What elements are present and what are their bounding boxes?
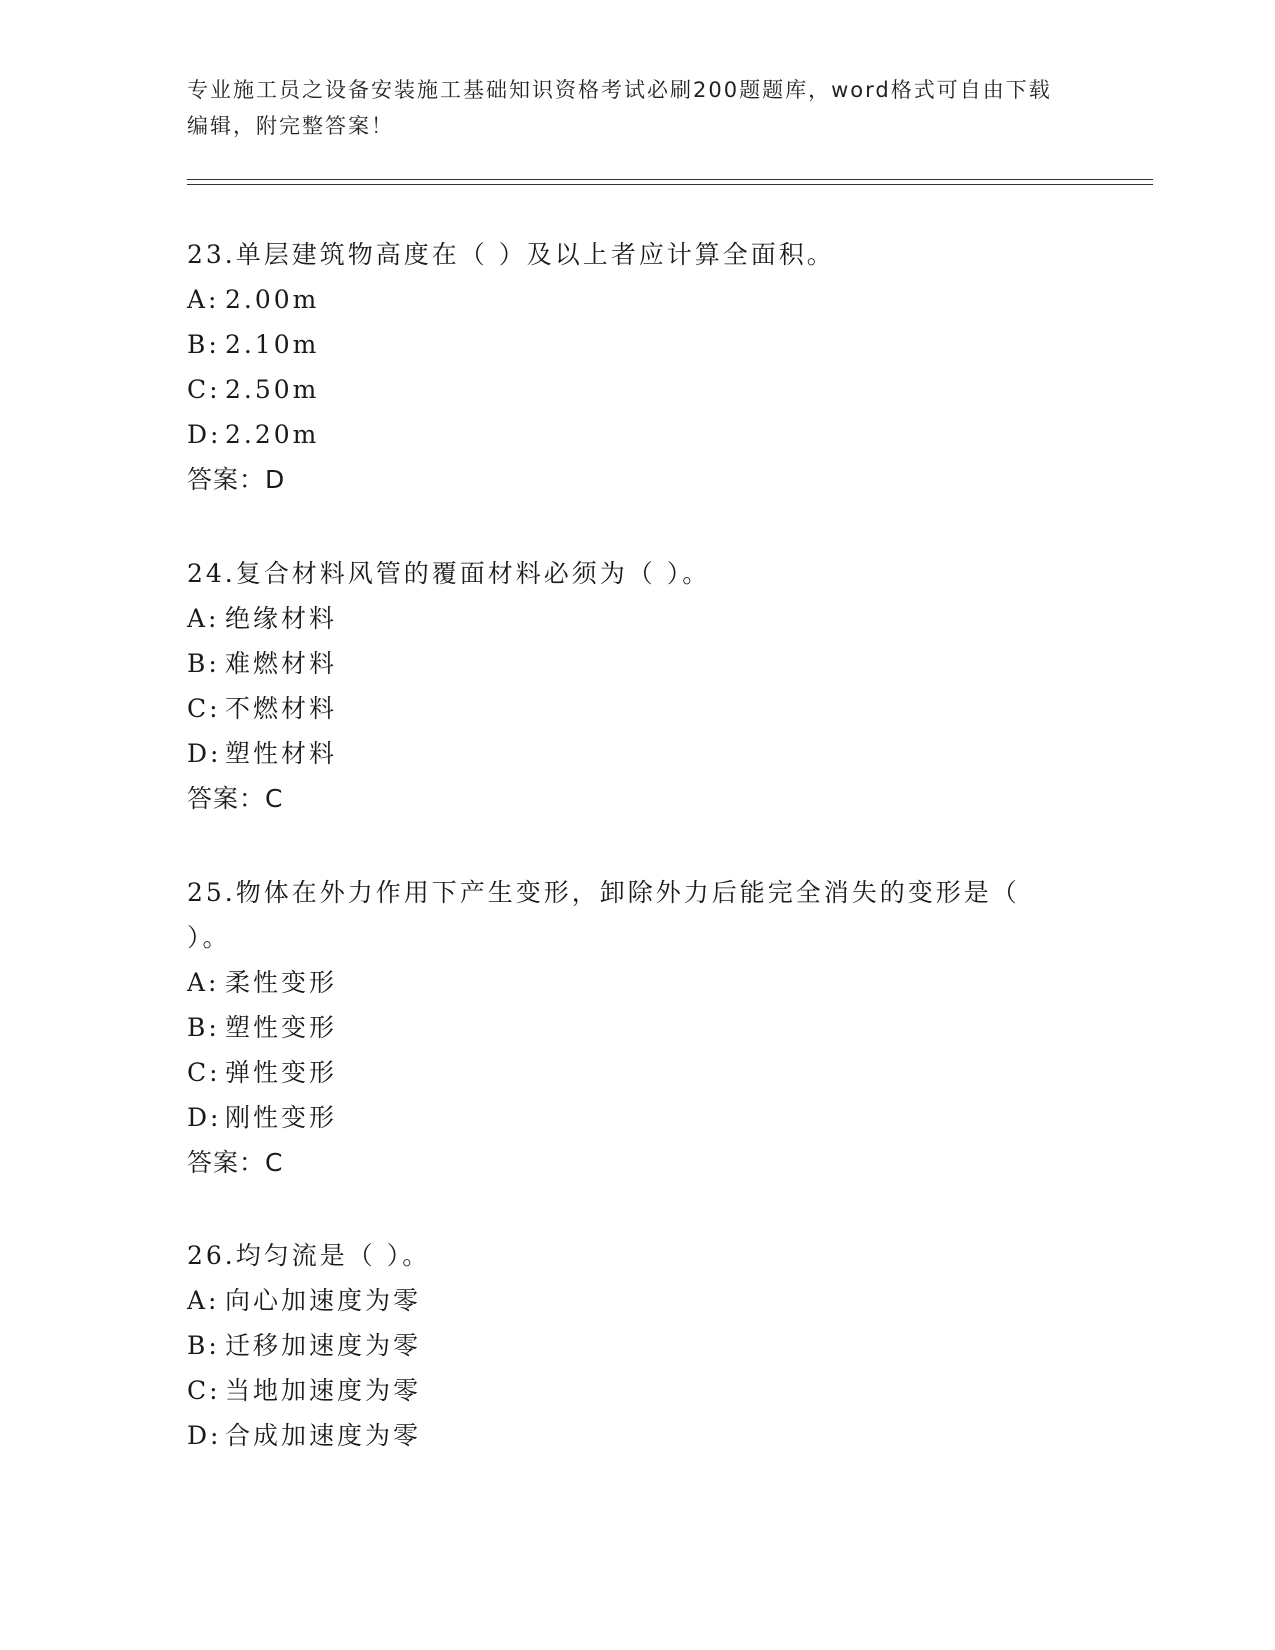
- option-text: 刚性变形: [225, 1103, 338, 1132]
- question-25: [187, 870, 1067, 1185]
- answer-line: 答案：D: [187, 465, 286, 494]
- option-text: 2.00m: [225, 285, 320, 314]
- option-letter: B:: [187, 649, 220, 678]
- option-d: [187, 1095, 1067, 1140]
- option-letter: D:: [187, 1421, 222, 1450]
- question-26: [187, 1233, 1067, 1458]
- option-text: 塑性材料: [225, 739, 338, 768]
- option-a: [187, 596, 1067, 641]
- question-stem: 26.均匀流是（ ）。: [187, 1241, 431, 1270]
- option-letter: D:: [187, 739, 222, 768]
- question-23: [187, 232, 1067, 502]
- answer-line: 答案：C: [187, 784, 284, 813]
- option-letter: D:: [187, 1103, 222, 1132]
- option-letter: C:: [187, 1376, 221, 1405]
- option-c: [187, 367, 1067, 412]
- option-c: [187, 1050, 1067, 1095]
- option-text: 弹性变形: [225, 1058, 338, 1087]
- option-letter: D:: [187, 420, 222, 449]
- option-letter: A:: [187, 1286, 220, 1315]
- option-d: [187, 1413, 1067, 1458]
- option-text: 当地加速度为零: [225, 1376, 422, 1405]
- option-c: [187, 1368, 1067, 1413]
- option-text: 绝缘材料: [225, 604, 338, 633]
- option-text: 塑性变形: [225, 1013, 338, 1042]
- question-stem: 23.单层建筑物高度在（ ）及以上者应计算全面积。: [187, 240, 835, 269]
- option-text: 向心加速度为零: [225, 1286, 422, 1315]
- option-a: [187, 1278, 1067, 1323]
- option-text: 柔性变形: [225, 968, 338, 997]
- option-text: 不燃材料: [225, 694, 338, 723]
- question-stem: 25.物体在外力作用下产生变形，卸除外力后能完全消失的变形是（ ）。: [187, 878, 1020, 952]
- option-d: [187, 412, 1067, 457]
- option-letter: B:: [187, 1331, 220, 1360]
- option-text: 合成加速度为零: [225, 1421, 422, 1450]
- option-b: [187, 1323, 1067, 1368]
- answer-line: 答案：C: [187, 1148, 284, 1177]
- question-stem: 24.复合材料风管的覆面材料必须为（ ）。: [187, 559, 711, 588]
- option-text: 难燃材料: [225, 649, 338, 678]
- option-text: 2.10m: [225, 330, 320, 359]
- header-rule-bottom: [187, 184, 1153, 185]
- option-letter: C:: [187, 375, 221, 404]
- option-a: [187, 960, 1067, 1005]
- option-a: [187, 277, 1067, 322]
- option-letter: B:: [187, 1013, 220, 1042]
- option-text: 2.50m: [225, 375, 320, 404]
- option-letter: A:: [187, 604, 220, 633]
- option-c: [187, 686, 1067, 731]
- option-letter: C:: [187, 1058, 221, 1087]
- option-b: [187, 641, 1067, 686]
- document-header: 专业施工员之设备安装施工基础知识资格考试必刷200题题库，word格式可自由下载编辑，附完整答案！: [187, 78, 1052, 138]
- option-letter: A:: [187, 968, 220, 997]
- option-letter: A:: [187, 285, 220, 314]
- option-b: [187, 322, 1067, 367]
- option-letter: C:: [187, 694, 221, 723]
- option-letter: B:: [187, 330, 220, 359]
- option-text: 迁移加速度为零: [225, 1331, 422, 1360]
- option-text: 2.20m: [225, 420, 320, 449]
- option-b: [187, 1005, 1067, 1050]
- header-rule-top: [187, 179, 1153, 180]
- option-d: [187, 731, 1067, 776]
- question-24: [187, 551, 1067, 821]
